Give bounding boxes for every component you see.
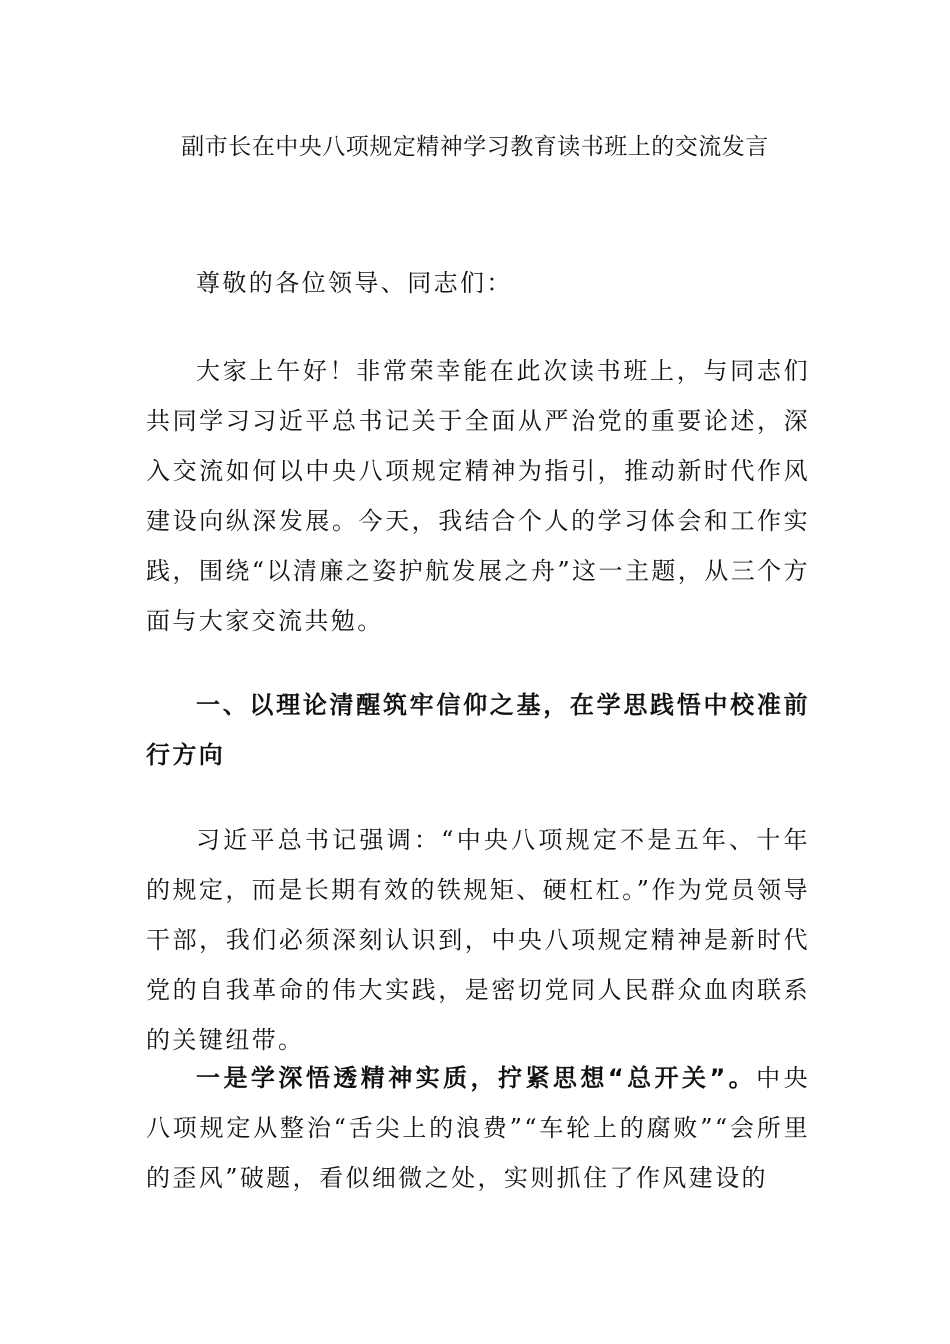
section-1-paragraph: 习近平总书记强调：“中央八项规定不是五年、十年的规定，而是长期有效的铁规矩、硬杠杠。”作为党员领导干部，我们必须深刻认识到，中央八项规定精神是新时代党的自我革命的伟大实践，是密切党同人民群众血肉联系的关键纽带。 — [146, 826, 810, 1054]
document-title: 副市长在中央八项规定精神学习教育读书班上的交流发言 — [181, 134, 769, 160]
salutation: 尊敬的各位领导、同志们： — [196, 269, 513, 297]
point-1-paragraph — [146, 1053, 810, 1203]
point-1-body: 中央八项规定从整治“舌尖上的浪费”“车轮上的腐败”“会所里的歪风”破题，看似细微之处，实则抓住了作风建设的 — [146, 1064, 810, 1192]
point-1-lead: 一是学深悟透精神实质，拧紧思想“总开关”。 — [196, 1064, 757, 1092]
section-1-heading: 一、以理论清醒筑牢信仰之基，在学思践悟中校准前行方向 — [146, 691, 810, 769]
intro-paragraph: 大家上午好！非常荣幸能在此次读书班上，与同志们共同学习习近平总书记关于全面从严治党的重要论述，深入交流如何以中央八项规定精神为指引，推动新时代作风建设向纵深发展。今天，我结合个人的学习体会和工作实践，围绕“以清廉之姿护航发展之舟”这一主题，从三个方面与大家交流共勉。 — [146, 357, 810, 635]
